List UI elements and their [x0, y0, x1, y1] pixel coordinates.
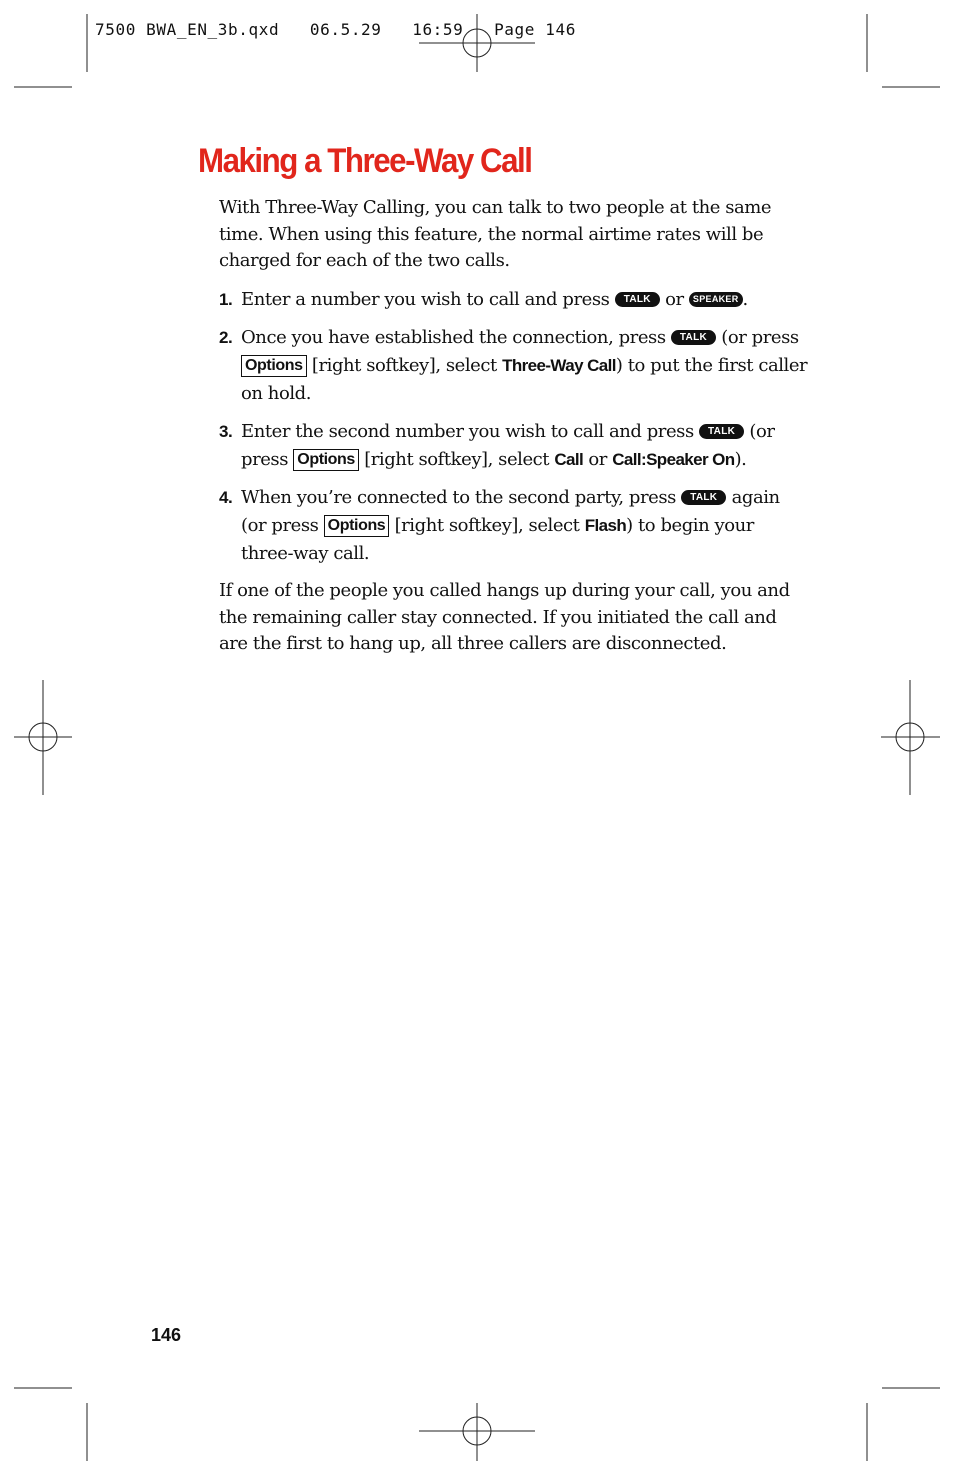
speaker-key-icon: SPEAKER	[689, 292, 743, 307]
options-softkey: Options	[324, 515, 390, 537]
step-number: 2.	[219, 328, 233, 347]
talk-key-icon: TALK	[671, 330, 716, 345]
registration-mark-bottom	[419, 1403, 535, 1461]
options-softkey: Options	[293, 449, 359, 471]
page-number: 146	[151, 1325, 182, 1345]
talk-key-icon: TALK	[615, 292, 660, 307]
registration-mark-top	[419, 14, 535, 72]
step-number: 3.	[219, 422, 233, 441]
step-2: 2. Once you have established the connection, press TALK (or press Options [right softkey], select Three-Way Call) to put the first caller on hold.	[219, 324, 809, 408]
talk-key-icon: TALK	[681, 490, 726, 505]
talk-key-icon: TALK	[699, 424, 744, 439]
menu-option: Call	[554, 450, 584, 469]
registration-mark-right	[881, 680, 940, 795]
registration-mark-left	[14, 680, 72, 795]
page-title: Making a Three-Way Call	[198, 142, 532, 180]
step-1: 1. Enter a number you wish to call and press TALK or SPEAKER .	[219, 286, 809, 314]
intro-paragraph: With Three-Way Calling, you can talk to two people at the same time. When using this feature, the normal airtime rates will be charged for each of the two calls.	[219, 197, 772, 271]
menu-option: Call:Speaker On	[612, 450, 735, 469]
step-number: 1.	[219, 290, 233, 309]
step-4: 4. When you’re connected to the second party, press TALK again (or press Options [right softkey], select Flash) to begin your three-way call.	[219, 484, 809, 568]
options-softkey: Options	[241, 355, 307, 377]
step-3: 3. Enter the second number you wish to call and press TALK (or press Options [right softkey], select Call or Call:Speaker On).	[219, 418, 809, 474]
menu-option: Flash	[584, 516, 627, 535]
print-slug: 7500 BWA_EN_3b.qxd 06.5.29 16:59 Page 146	[95, 20, 576, 39]
step-number: 4.	[219, 488, 233, 507]
outro-paragraph: If one of the people you called hangs up during your call, you and the remaining caller stay connected. If you initiated the call and are the first to hang up, all three callers are disconnected.	[219, 580, 790, 654]
menu-option: Three-Way Call	[502, 356, 616, 375]
